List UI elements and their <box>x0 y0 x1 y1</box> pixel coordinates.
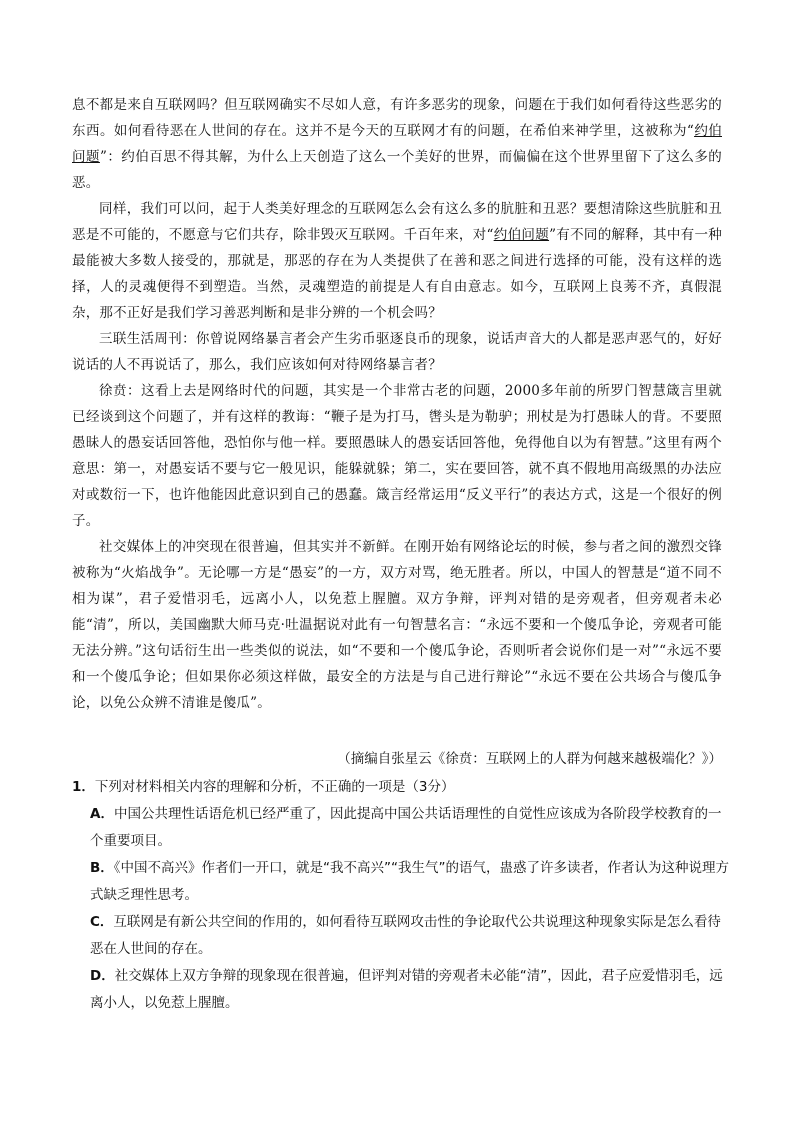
paragraph-1-text-a: 息不都是来自互联网吗？但互联网确实不尽如人意，有许多恶劣的现象，问题在于我们如何看待这些恶劣的东西。如何看待恶在人世间的存在。这并不是今天的互联网才有的问题，在希伯来神学里，这被称为“ <box>72 97 722 139</box>
question-stem <box>72 774 732 801</box>
option-text: 社交媒体上双方争辩的现象现在很普遍，但评判对错的旁观者未必能“清”，因此，君子应爱惜羽毛，远离小人，以免惹上腥膻。 <box>90 968 723 1011</box>
paragraph-2 <box>72 196 722 326</box>
paragraph-2-text-b: ”有不同的解释，其中有一种最能被大多数人接受的，那就是，那恶的存在为人类提供了在善和恶之间进行选择的可能，没有这样的选择，人的灵魂便得不到塑造。当然，灵魂塑造的前提是人有自由意志。如今，互联网上良莠不齐，真假混杂，那不正好是我们学习善恶判断和是非分辨的一个机会吗？ <box>72 227 722 321</box>
option-b[interactable] <box>72 855 732 909</box>
option-d[interactable] <box>72 963 732 1017</box>
paragraph-1 <box>72 92 722 196</box>
option-letter: A． <box>90 806 114 822</box>
source-citation: （摘编自张星云《徐贲：互联网上的人群为何越来越极端化？》） <box>337 751 722 767</box>
paragraph-4: 徐贲：这看上去是网络时代的问题，其实是一个非常古老的问题，2000多年前的所罗门智慧箴言里就已经谈到这个问题了，并有这样的教诲：“鞭子是为打马，辔头是为勒驴；刑杖是为打愚昧人的背。不要照愚昧人的愚妄话回答他，恐怕你与他一样。要照愚昧人的愚妄话回答他，免得他自以为有智慧。”这里有两个意思：第一，对愚妄话不要与它一般见识，能躲就躲；第二，实在要回答，就不真不假地用高级黑的办法应对或数衍一下，也许他能因此意识到自己的愚蠢。箴言经常运用“反义平行”的表达方式，这是一个很好的例子。 <box>72 383 723 529</box>
option-text: 互联网是有新公共空间的作用的，如何看待互联网攻击性的争论取代公共说理这种现象实际是怎么看待恶在人世间的存在。 <box>90 914 721 957</box>
paragraph-2-text-a: 同样，我们可以问，起于人类美好理念的互联网怎么会有这么多的肮脏和丑恶？要想清除这些肮脏和丑恶是不可能的，不愿意与它们共存，除非毁灭互联网。千百年来，对“ <box>72 201 722 243</box>
option-letter: C． <box>90 914 114 930</box>
paragraph-3: 三联生活周刊：你曾说网络暴言者会产生劣币驱逐良币的现象，说话声音大的人都是恶声恶气的，好好说话的人不再说话了，那么，我们应该如何对待网络暴言者？ <box>72 331 722 373</box>
option-text: 《中国不高兴》作者们一开口，就是“我不高兴”“我生气”的语气，蛊惑了许多读者，作者认为这种说理方式缺乏理性思考。 <box>90 860 730 903</box>
option-text: 中国公共理性话语危机已经严重了，因此提高中国公共话语理性的自觉性应该成为各阶段学校教育的一个重要项目。 <box>90 806 722 849</box>
question-1 <box>72 774 732 1017</box>
paragraph-5: 社交媒体上的冲突现在很普遍，但其实并不新鲜。在刚开始有网络论坛的时候，参与者之间的激烈交锋被称为“火焰战争”。无论哪一方是“愚妄”的一方，双方对骂，绝无胜者。所以，中国人的智慧是“道不同不相为谋”，君子爱惜羽毛，远离小人，以免惹上腥膻。双方争辩，评判对错的是旁观者，但旁观者未必能“清”，所以，美国幽默大师马克·吐温据说对此有一句智慧名言：“永远不要和一个傻瓜争论，旁观者可能无法分辨。”这句话衍生出一些类似的说法，如“不要和一个傻瓜争论，否则听者会说你们是一对”“永远不要和一个傻瓜争论；但如果你必须这样做，最安全的方法是与自己进行辩论”“永远不要在公共场合与傻瓜争论，以免公众辨不清谁是傻瓜”。 <box>72 539 722 711</box>
underlined-term: 约伯问题 <box>493 227 550 243</box>
question-number: 1． <box>72 779 95 795</box>
option-a[interactable] <box>72 801 732 855</box>
paragraph-1-text-b: ”：约伯百思不得其解，为什么上天创造了这么一个美好的世界，而偏偏在这个世界里留下了这么多的恶。 <box>72 149 722 191</box>
option-c[interactable] <box>72 909 732 963</box>
option-letter: D． <box>90 968 115 984</box>
reading-passage <box>72 92 722 716</box>
option-letter: B． <box>90 860 114 876</box>
underlined-term: 约伯问题 <box>72 123 722 165</box>
question-stem-text: 下列对材料相关内容的理解和分析，不正确的一项是（3分） <box>94 779 455 795</box>
